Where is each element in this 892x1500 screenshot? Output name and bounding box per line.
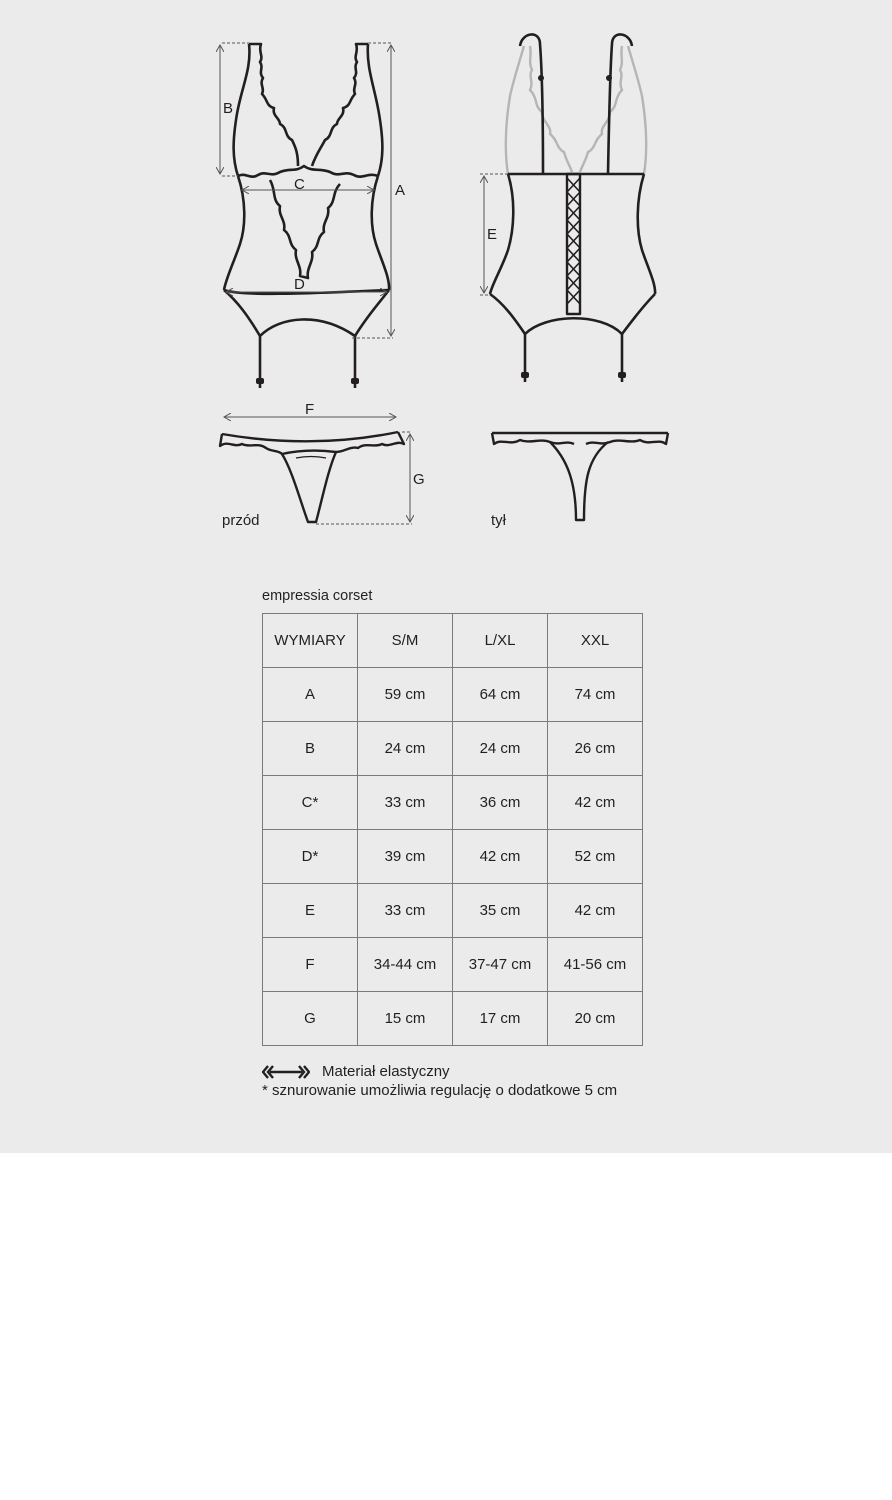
table-cell: 20 cm: [548, 992, 643, 1046]
table-cell: B: [263, 722, 358, 776]
table-row: [263, 884, 643, 938]
thong-front-drawing: [220, 432, 404, 522]
thong-front-dimension-lines: [224, 417, 412, 524]
table-cell: G: [263, 992, 358, 1046]
label-b: B: [223, 100, 234, 117]
front-right-cup-side: [368, 44, 383, 176]
garment-technical-drawing: [0, 0, 892, 560]
table-cell: C*: [263, 776, 358, 830]
header-cell: XXL: [548, 614, 643, 668]
table-cell: 17 cm: [453, 992, 548, 1046]
table-cell: 42 cm: [453, 830, 548, 884]
table-cell: 35 cm: [453, 884, 548, 938]
table-cell: 59 cm: [358, 668, 453, 722]
table-row: [263, 938, 643, 992]
elastic-legend-row: [262, 1062, 617, 1081]
table-cell: 39 cm: [358, 830, 453, 884]
table-cell: 74 cm: [548, 668, 643, 722]
header-cell: L/XL: [453, 614, 548, 668]
table-cell: 64 cm: [453, 668, 548, 722]
back-gray-cups: [506, 46, 524, 174]
table-cell: F: [263, 938, 358, 992]
front-left-cup-outline: [249, 44, 298, 166]
label-a: A: [395, 182, 406, 199]
table-row: [263, 992, 643, 1046]
corset-back-drawing: [490, 34, 655, 382]
back-right-strap: [608, 34, 632, 174]
front-left-cup-side: [234, 44, 250, 176]
lacing-note: * sznurowanie umożliwia regulację o dodatkowe 5 cm: [262, 1082, 618, 1099]
table-cell: E: [263, 884, 358, 938]
header-cell: WYMIARY: [263, 614, 358, 668]
table-cell: 33 cm: [358, 776, 453, 830]
table-cell: 52 cm: [548, 830, 643, 884]
label-f: F: [305, 401, 315, 418]
table-row: [263, 668, 643, 722]
front-underbust-lace: [238, 166, 378, 177]
back-label: tył: [491, 512, 506, 529]
front-label: przód: [222, 512, 260, 529]
table-cell: 36 cm: [453, 776, 548, 830]
label-d: D: [294, 276, 305, 293]
label-e: E: [487, 226, 498, 243]
front-left-garter-clip: [256, 378, 264, 384]
front-right-garter-clip: [351, 378, 359, 384]
table-row: [263, 776, 643, 830]
table-cell: 41-56 cm: [548, 938, 643, 992]
front-plunge-lace: [270, 180, 340, 278]
table-cell: 37-47 cm: [453, 938, 548, 992]
elastic-arrows-icon: [262, 1065, 310, 1079]
table-cell: D*: [263, 830, 358, 884]
front-right-side: [372, 176, 389, 290]
legend: [262, 1062, 617, 1100]
corset-front-drawing: [224, 44, 389, 388]
size-table: [262, 613, 643, 1046]
header-cell: S/M: [358, 614, 453, 668]
label-c: C: [294, 176, 305, 193]
table-cell: 24 cm: [453, 722, 548, 776]
table-row: [263, 722, 643, 776]
table-cell: 34-44 cm: [358, 938, 453, 992]
table-cell: 42 cm: [548, 776, 643, 830]
product-title: empressia corset: [262, 588, 373, 604]
label-g: G: [413, 471, 425, 488]
table-cell: 42 cm: [548, 884, 643, 938]
front-right-cup-outline: [312, 44, 368, 166]
table-cell: 33 cm: [358, 884, 453, 938]
thong-back-drawing: [492, 433, 668, 520]
table-cell: A: [263, 668, 358, 722]
elastic-legend-text: Materiał elastyczny: [322, 1063, 450, 1080]
table-cell: 15 cm: [358, 992, 453, 1046]
table-cell: 26 cm: [548, 722, 643, 776]
table-row: [263, 830, 643, 884]
front-left-side: [224, 176, 244, 290]
front-garter-arc: [224, 290, 389, 336]
table-cell: 24 cm: [358, 722, 453, 776]
table-header-row: [263, 614, 643, 668]
